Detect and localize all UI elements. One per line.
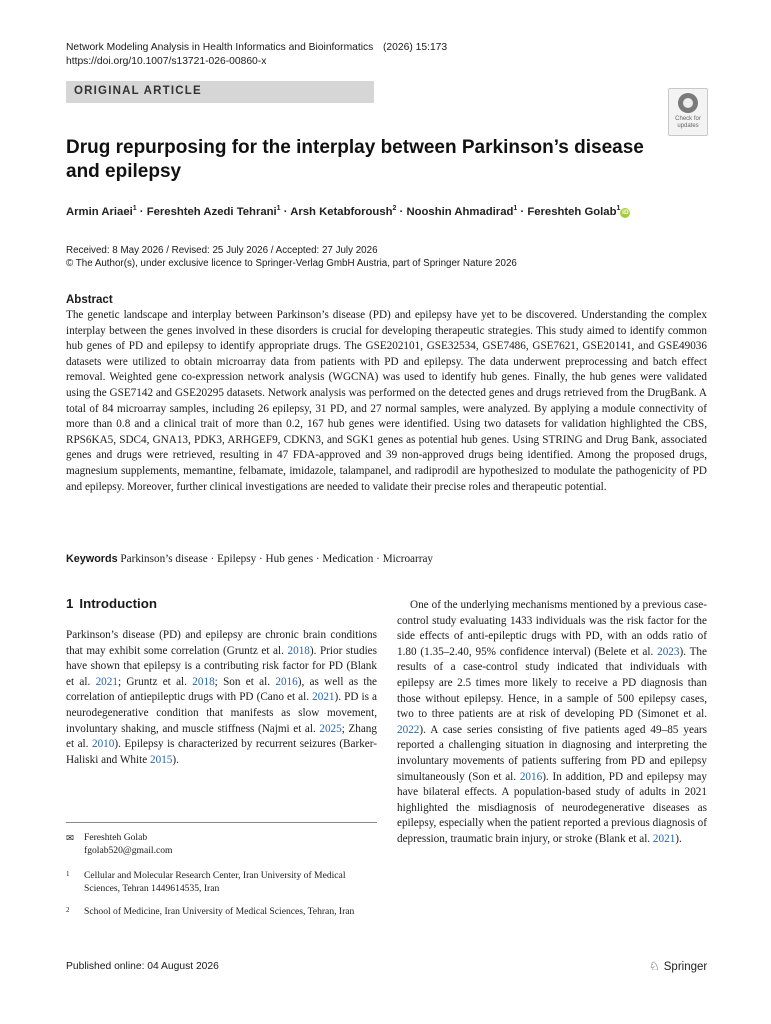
- journal-name: Network Modeling Analysis in Health Informatics and Bioinformatics: [66, 42, 374, 53]
- affiliation-2: School of Medicine, Iran University of Medical Sciences, Tehran, Iran: [84, 906, 355, 917]
- keywords: [66, 553, 433, 565]
- publisher-logo: [649, 959, 707, 973]
- envelope-icon: ✉: [66, 833, 75, 844]
- intro-paragraph-right: One of the underlying mechanisms mentioned by a previous case-control study evaluating 1433 individuals was the risk factor for the side effects of anti-epileptic drugs with PD, with an odds ratio of 1.80 (1.35–2.40, 95% confidence interval) (Belete et al. 2023). The results of a case-control study indicated that individuals with epilepsy are 2.5 times more likely to receive a PD diagnosis than those without epilepsy. Hence, in a sample of 500 epilepsy cases, two to three patients are at risk of developing PD (Simonet et al. 2022). A case series consisting of five patients aged 49–85 years reported a challenging situation in diagnosing and interpreting the involuntary movements of patients suffering from PD and epilepsy simultaneously (Son et al. 2016). In addition, PD and epilepsy may have bilateral effects. A population-based study of adults in 2021 highlighted the misdiagnosis of neurodegenerative diseases as epilepsy, especially when the patient reported a previous diagnosis of depression, traumatic brain injury, or stroke (Blank et al. 2021).: [397, 599, 707, 845]
- author-affiliation-mark: 1: [513, 205, 518, 212]
- affiliation-1: Cellular and Molecular Research Center, Iran University of Medical Sciences, Tehran 1449614535, Iran: [84, 870, 346, 894]
- article-type-label: ORIGINAL ARTICLE: [74, 85, 202, 97]
- check-updates-label-2: updates: [677, 123, 699, 129]
- author-affiliation-mark: 1: [616, 205, 621, 212]
- article-type-band: [66, 81, 374, 103]
- corresponding-author-email[interactable]: fgolab520@gmail.com: [84, 845, 173, 856]
- citation-link[interactable]: 2016: [519, 770, 543, 783]
- citation-link[interactable]: 2015: [150, 753, 173, 766]
- section-number: 1: [66, 596, 74, 611]
- springer-horse-icon: ♘: [649, 959, 660, 973]
- keywords-list: Parkinson’s disease · Epilepsy · Hub genes · Medication · Microarray: [120, 553, 434, 565]
- citation-link[interactable]: 2022: [397, 723, 420, 736]
- citation-link[interactable]: 2021: [312, 691, 335, 704]
- citation-link[interactable]: 2018: [192, 675, 215, 688]
- article-title: Drug repurposing for the interplay between Parkinson’s disease and epilepsy: [66, 137, 644, 182]
- citation-link[interactable]: 2021: [95, 675, 118, 688]
- doi-link[interactable]: https://doi.org/10.1007/s13721-026-00860-x: [66, 56, 267, 67]
- check-updates-label-1: Check for: [675, 116, 701, 122]
- author-name: Arsh Ketabforoush: [290, 205, 393, 218]
- citation-link[interactable]: 2021: [652, 832, 676, 845]
- journal-volume: (2026) 15:173: [383, 42, 448, 53]
- published-online-date: Published online: 04 August 2026: [66, 961, 219, 972]
- affiliation-number-1: 1: [66, 870, 70, 878]
- intro-paragraph-left: Parkinson’s disease (PD) and epilepsy are chronic brain conditions that may exhibit some correlation (Gruntz et al. 2018). Prior studies have shown that epilepsy is a contributing risk factor for PD (Blank et al. 2021; Gruntz et al. 2018; Son et al. 2016), as well as the correlation of antiepileptic drugs with PD (Cano et al. 2021). PD is a neurodegenerative condition that manifests as slow movement, involuntary shaking, and muscle stiffness (Najmi et al. 2025; Zhang et al. 2010). Epilepsy is characterized by recurrent seizures (Barker-Haliski and White 2015).: [66, 629, 378, 766]
- abstract-text: The genetic landscape and interplay between Parkinson’s disease (PD) and epilepsy have yet to be discovered. Understanding the complex interplay between the genes involved in these disorders is crucial for developing therapeutic strategies. This study aimed to identify common hub genes of PD and epilepsy to identify appropriate drugs. The GSE202101, GSE32534, GSE7486, GSE7621, GSE20141, and GSE49036 datasets were utilized to obtain microarray data from patients with PD and epilepsy. The data underwent preprocessing and batch effect removal. Weighted gene co-expression network analysis (WGCNA) was used to identify hub genes. Finally, the hub genes were validated using the GSE7142 and GSE20295 datasets. Network analysis was performed on the detected genes and drugs retrieved from the DrugBank. A total of 84 microarray samples, including 26 epilepsy, 31 PD, and 27 normal samples, were analyzed. By applying a module connectivity of more than 0.8 and a clinical trait of more than 0.2, 167 hub genes were identified. Using two datasets for validation highlighted the CBS, RPS6KA5, SDC4, GNA13, PDK3, ARHGEF9, CDKN3, and SGK1 genes as potential hub genes. Using STRING and Drug Bank, associated genes and drugs were retrieved, resulting in 47 FDA-approved and 39 non-approved drugs being identified. Among the proposed drugs, magnesium supplements, memantine, felbamate, imidazole, talampanel, and radiprodil are hypothesized to modulate the pathogenicity of PD and epilepsy. Moreover, further clinical investigations are needed to validate their precise roles and therapeutic potential.: [66, 309, 707, 493]
- keyword: Microarray: [382, 553, 434, 565]
- author-name: Nooshin Ahmadirad: [406, 205, 514, 218]
- section-title: Introduction: [79, 596, 157, 611]
- citation-link[interactable]: 2025: [319, 722, 342, 735]
- citation-link[interactable]: 2016: [275, 675, 298, 688]
- publisher-name: Springer: [663, 961, 708, 973]
- check-for-updates-badge[interactable]: [668, 88, 708, 136]
- section-heading-introduction: [66, 596, 157, 611]
- keywords-label: Keywords: [66, 553, 118, 565]
- corresponding-author-name: Fereshteh Golab: [84, 832, 148, 843]
- keyword: Medication: [322, 553, 374, 565]
- citation-link[interactable]: 2018: [287, 644, 310, 657]
- author-affiliation-mark: 2: [392, 205, 397, 212]
- copyright-notice: © The Author(s), under exclusive licence to Springer-Verlag GmbH Austria, part of Springer Nature 2026: [66, 258, 517, 269]
- affiliation-number-2: 2: [66, 906, 70, 914]
- citation-link[interactable]: 2023: [657, 645, 680, 658]
- author-affiliation-mark: 1: [132, 205, 137, 212]
- orcid-icon[interactable]: iD: [622, 208, 629, 216]
- author-name: Fereshteh Golab: [527, 205, 617, 218]
- author-list: Armin Ariaei$^1$ · Fereshteh Azedi Tehrani$^1$ · Arsh Ketabforoush$^2$ · Nooshin Ahmadirad$^1$ · Fereshteh Golab$^1$iD: [66, 205, 629, 218]
- author-name: Armin Ariaei: [66, 205, 133, 218]
- keyword: Parkinson’s disease: [120, 553, 208, 565]
- footnote-divider: [66, 822, 377, 823]
- author-name: Fereshteh Azedi Tehrani: [146, 205, 277, 218]
- check-updates-icon: [678, 93, 698, 113]
- abstract-heading: Abstract: [66, 294, 113, 306]
- author-affiliation-mark: 1: [276, 205, 281, 212]
- citation-link[interactable]: 2010: [91, 738, 115, 751]
- keyword: Epilepsy: [217, 553, 257, 565]
- keyword: Hub genes: [265, 553, 314, 565]
- article-dates: Received: 8 May 2026 / Revised: 25 July 2026 / Accepted: 27 July 2026: [66, 245, 378, 256]
